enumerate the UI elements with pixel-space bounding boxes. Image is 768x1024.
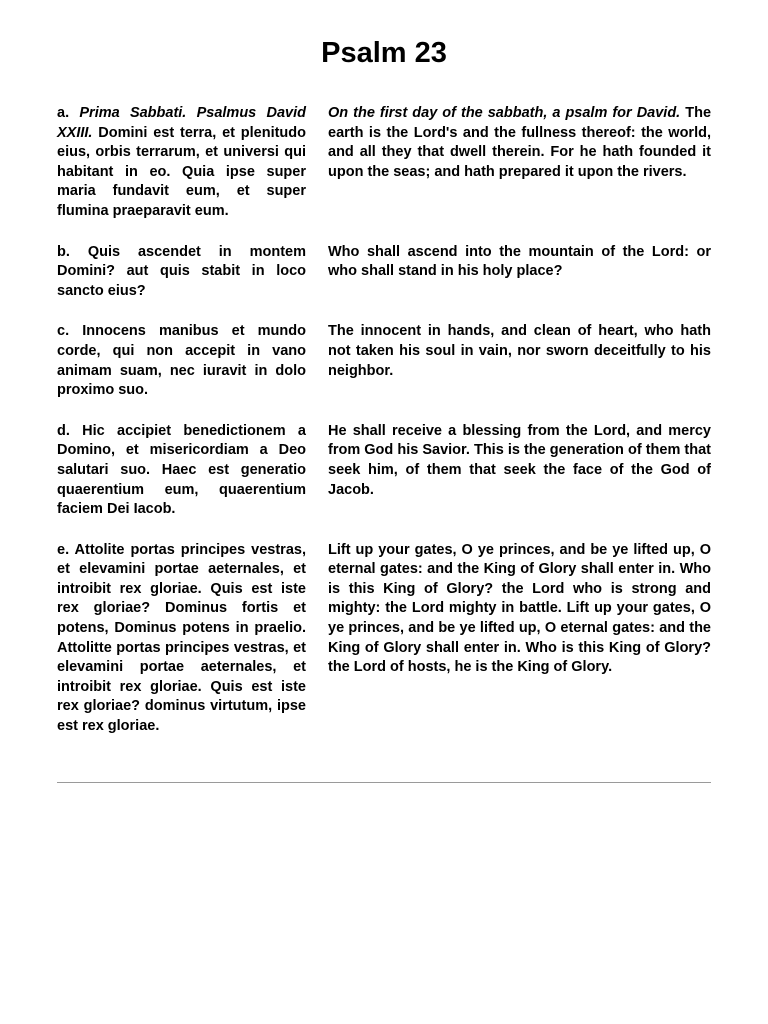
verse-row-e <box>57 541 711 737</box>
latin-verse-a-label: a <box>57 105 66 121</box>
verse-row-b <box>57 243 711 302</box>
verse-table <box>57 104 711 758</box>
english-verse-d: He shall receive a blessing from the Lord, and mercy from God his Savior. This is the generation of them that seek him, of them that seek the face of the God of Jacob. <box>328 422 711 498</box>
verse-row-a <box>57 104 711 222</box>
verse-row-d <box>57 422 711 520</box>
bottom-divider <box>57 782 711 783</box>
latin-verse-d: d. Hic accipiet benedictionem a Domino, et misericordiam a Deo salutari suo. Haec est generatio quaerentium eum, quaerentium faciem Dei Iacob. <box>57 422 306 518</box>
latin-verse-a-heading: Prima Sabbati. Psalmus David XXIII. <box>57 105 306 141</box>
verse-row-c <box>57 322 711 400</box>
latin-verse-a: a. Prima Sabbati. Psalmus David XXIII. Domini est terra, et plenitudo eius, orbis terrarum, et universi qui habitant in eo. Quia ipse super maria fundavit eum, et super flumina praeparavit eum. <box>57 105 307 219</box>
english-verse-a-heading: On the first day of the sabbath, a psalm for David. <box>328 105 681 121</box>
english-verse-a-text: The earth is the Lord's and the fullness thereof: the world, and all they that dwell therein. For he hath founded it upon the seas; and hath prepared it upon the rivers. <box>328 105 712 180</box>
latin-verse-c: c. Innocens manibus et mundo corde, qui non accepit in vano animam suam, nec iuravit in dolo proximo suo. <box>57 323 306 399</box>
latin-verse-b: b. Quis ascendet in montem Domini? aut quis stabit in loco sancto eius? <box>57 243 306 299</box>
english-verse-b: Who shall ascend into the mountain of the Lord: or who shall stand in his holy place? <box>328 243 711 280</box>
english-verse-e: Lift up your gates, O ye princes, and be ye lifted up, O eternal gates: and the King of Glory shall enter in. Who is this King of Glory? the Lord who is strong and mighty: the Lord mighty in battle. Lift up your gates, O ye princes, and be ye lifted up, O eternal gates: and the King of Glory shall enter in. Who is this King of Glory? the Lord of hosts, he is the King of Glory. <box>328 541 711 676</box>
english-verse-a <box>328 104 711 222</box>
english-verse-c: The innocent in hands, and clean of heart, who hath not taken his soul in vain, nor sworn deceitfully to his neighbor. <box>328 323 711 379</box>
latin-verse-e: e. Attolite portas principes vestras, et elevamini portae aeternales, et introibit rex gloriae. Quis est iste rex gloriae? Dominus fortis et potens, Dominus potens in praelio. Attolitte portas principes vestras, et elevamini portae aeternales, et introibit rex gloriae. Quis est iste rex gloriae? dominus virtutum, ipse est rex gloriae. <box>57 541 306 735</box>
page-title: Psalm 23 <box>321 37 447 69</box>
latin-verse-a-text: Domini est terra, et plenitudo eius, orbis terrarum, et universi qui habitant in eo. Quia ipse super maria fundavit eum, et super flumina praeparavit eum. <box>57 124 307 219</box>
